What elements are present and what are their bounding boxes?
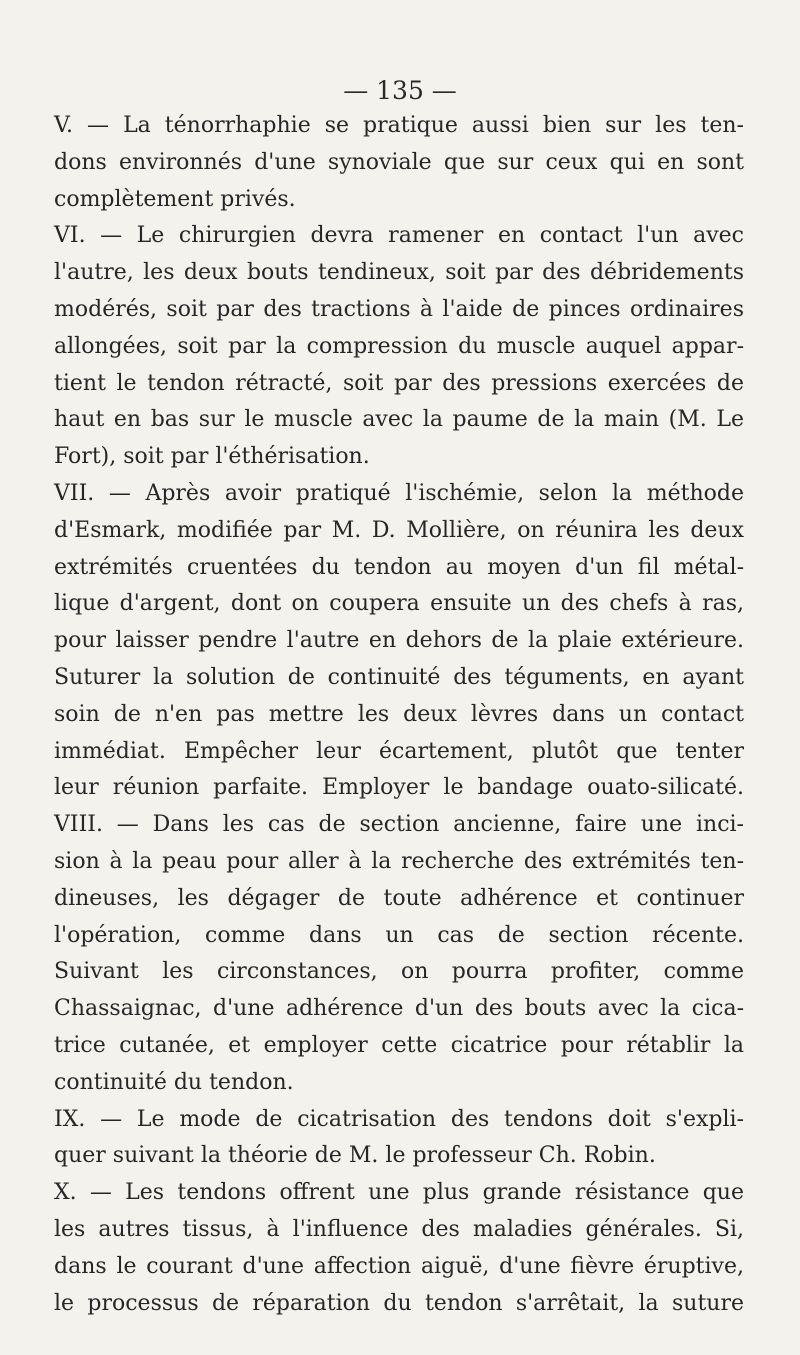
text-line: continuité du tendon. [54, 1069, 294, 1095]
text-line: VI. — Le chirurgien devra ramener en contact l'un avec [54, 223, 744, 249]
text-line: lique d'argent, dont on coupera ensuite un des chefs à ras, [54, 591, 744, 617]
text-line: Suturer la solution de continuité des téguments, en ayant [54, 664, 744, 690]
text-line: dineuses, les dégager de toute adhérence et continuer [54, 885, 744, 911]
text-line: IX. — Le mode de cicatrisation des tendons doit s'expli- [54, 1106, 744, 1132]
text-line: l'opération, comme dans un cas de section récente. [54, 922, 744, 948]
text-line: VII. — Après avoir pratiqué l'ischémie, selon la méthode [54, 480, 744, 506]
text-line: V. — La ténorrhaphie se pratique aussi bien sur les ten- [54, 113, 744, 138]
text-line: leur réunion parfaite. Employer le bandage ouato-silicaté. [54, 775, 744, 801]
text-line: haut en bas sur le muscle avec la paume de la main (M. Le [54, 407, 744, 433]
text-line: pour laisser pendre l'autre en dehors de la plaie extérieure. [54, 628, 744, 654]
text-line: d'Esmark, modifiée par M. D. Mollière, on réunira les deux [54, 517, 744, 543]
text-line: allongées, soit par la compression du muscle auquel appar- [54, 333, 744, 359]
text-line: modérés, soit par des tractions à l'aide de pinces ordinaires [54, 296, 744, 322]
text-line: X. — Les tendons offrent une plus grande résistance que [54, 1180, 744, 1206]
body-text [54, 108, 744, 1322]
text-line: sion à la peau pour aller à la recherche des extrémités ten- [54, 848, 744, 874]
text-line: l'autre, les deux bouts tendineux, soit par des débridements [54, 260, 744, 286]
text-line: Suivant les circonstances, on pourra profiter, comme [54, 959, 744, 985]
text-line: complètement privés. [54, 186, 296, 212]
text-line: immédiat. Empêcher leur écartement, plutôt que tenter [54, 738, 744, 764]
text-line: soin de n'en pas mettre les deux lèvres dans un contact [54, 701, 744, 727]
text-line: le processus de réparation du tendon s'arrêtait, la suture [54, 1290, 744, 1316]
text-line: extrémités cruentées du tendon au moyen d'un fil métal- [54, 554, 744, 580]
text-line: dans le courant d'une affection aiguë, d'une fièvre éruptive, [54, 1253, 744, 1279]
text-line: VIII. — Dans les cas de section ancienne, faire une inci- [54, 812, 744, 838]
text-line: Chassaignac, d'une adhérence d'un des bouts avec la cica- [54, 996, 744, 1022]
text-line: les autres tissus, à l'influence des maladies générales. Si, [54, 1216, 744, 1242]
text-line: trice cutanée, et employer cette cicatrice pour rétablir la [54, 1032, 744, 1058]
text-line: quer suivant la théorie de M. le professeur Ch. Robin. [54, 1143, 656, 1169]
page-number: — 135 — [343, 76, 457, 105]
text-line: tient le tendon rétracté, soit par des pressions exercées de [54, 370, 744, 396]
text-line: Fort), soit par l'éthérisation. [54, 444, 370, 470]
text-line: dons environnés d'une synoviale que sur ceux qui en sont [54, 149, 744, 175]
